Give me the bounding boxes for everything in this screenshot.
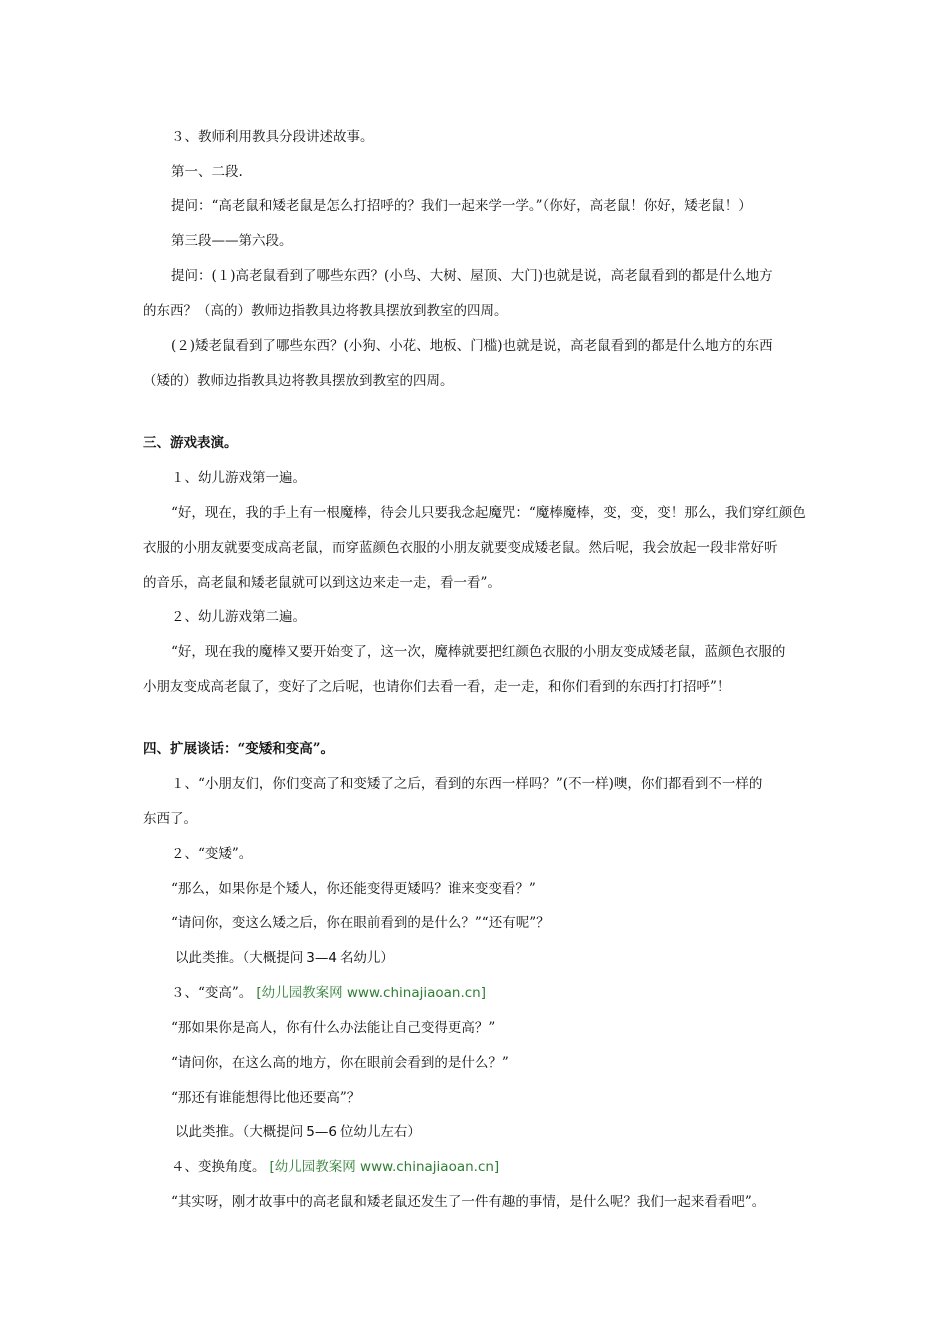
paragraph-question-1: 提问：(１)高老鼠看到了哪些东西？(小鸟、大树、屋顶、大门)也就是说，高老鼠看到的都是什么地方 — [171, 268, 773, 284]
paragraph-talk-3-q2: “请问你，在这么高的地方，你在眼前会看到的是什么？” — [171, 1055, 509, 1071]
paragraph-talk-1: １、“小朋友们，你们变高了和变矮了之后，看到的东西一样吗？”(不一样)噢，你们都看到不一样的 — [171, 776, 763, 792]
paragraph-section-3-6: 第三段——第六段。 — [171, 233, 293, 249]
paragraph-question-greeting: 提问：“高老鼠和矮老鼠是怎么打招呼的？我们一起来学一学。”（你好，高老鼠！你好，矮老鼠！） — [171, 198, 752, 214]
paragraph-step3: ３、教师利用教具分段讲述故事。 — [171, 129, 374, 145]
paragraph-game-2-speech-cont: 小朋友变成高老鼠了，变好了之后呢，也请你们去看一看，走一走，和你们看到的东西打打招呼”！ — [143, 679, 731, 695]
paragraph-talk-3-q3: “那还有谁能想得比他还要高”？ — [171, 1090, 361, 1106]
paragraph-section-1-2: 第一、二段. — [171, 164, 243, 180]
paragraph-game-2-speech: “好，现在我的魔棒又要开始变了，这一次，魔棒就要把红颜色衣服的小朋友变成矮老鼠，蓝颜色衣服的 — [171, 644, 786, 660]
note-text-end: 名幼儿） — [339, 950, 394, 966]
heading-extended-talk: 四、扩展谈话：“变矮和变高”。 — [143, 741, 335, 757]
paragraph-game-2: ２、幼儿游戏第二遍。 — [171, 609, 306, 625]
note-text-end: 位幼儿左右） — [339, 1124, 421, 1140]
note-text: 以此类推。（大概提问 — [175, 1124, 304, 1140]
paragraph-talk-2-note — [175, 949, 394, 967]
site-link[interactable]: [幼儿园教案网 www.chinajiaoan.cn] — [269, 1159, 500, 1175]
paragraph-game-1: １、幼儿游戏第一遍。 — [171, 470, 306, 486]
paragraph-question-1-cont: 的东西？（高的）教师边指教具边将教具摆放到教室的四周。 — [143, 303, 508, 319]
paragraph-game-1-speech-cont: 衣服的小朋友就要变成高老鼠，而穿蓝颜色衣服的小朋友就要变成矮老鼠。然后呢，我会放起一段非常好听 — [143, 540, 778, 556]
paragraph-talk-2-q2: “请问你，变这么矮之后，你在眼前看到的是什么？”“还有呢”？ — [171, 915, 550, 931]
heading-game-performance: 三、游戏表演。 — [143, 435, 238, 451]
paragraph-talk-2-q1: “那么，如果你是个矮人，你还能变得更矮吗？谁来变变看？” — [171, 881, 536, 897]
paragraph-talk-2: ２、“变矮”。 — [171, 846, 253, 862]
talk-4-label: ４、变换角度。 — [171, 1159, 266, 1175]
paragraph-talk-4-speech: “其实呀，刚才故事中的高老鼠和矮老鼠还发生了一件有趣的事情，是什么呢？我们一起来看看吧”。 — [171, 1194, 766, 1210]
paragraph-question-2: (２)矮老鼠看到了哪些东西？(小狗、小花、地板、门槛)也就是说，高老鼠看到的都是什么地方的东西 — [171, 338, 773, 354]
paragraph-game-1-speech-end: 的音乐，高老鼠和矮老鼠就可以到这边来走一走，看一看”。 — [143, 575, 501, 591]
talk-3-label: ３、“变高”。 — [171, 985, 253, 1001]
paragraph-question-2-cont: （矮的）教师边指教具边将教具摆放到教室的四周。 — [143, 373, 454, 389]
paragraph-talk-4 — [171, 1158, 499, 1176]
note-number: 3—4 — [306, 950, 337, 966]
site-link[interactable]: [幼儿园教案网 www.chinajiaoan.cn] — [256, 985, 487, 1001]
paragraph-talk-3-note — [175, 1123, 421, 1141]
paragraph-talk-3-q1: “那如果你是高人，你有什么办法能让自己变得更高？” — [171, 1020, 496, 1036]
note-text: 以此类推。（大概提问 — [175, 950, 304, 966]
note-number: 5—6 — [306, 1124, 337, 1140]
paragraph-game-1-speech: “好，现在，我的手上有一根魔棒，待会儿只要我念起魔咒：“魔棒魔棒，变，变，变！那么，我们穿红颜色 — [171, 505, 806, 521]
paragraph-talk-1-cont: 东西了。 — [143, 811, 197, 827]
paragraph-talk-3 — [171, 984, 486, 1002]
